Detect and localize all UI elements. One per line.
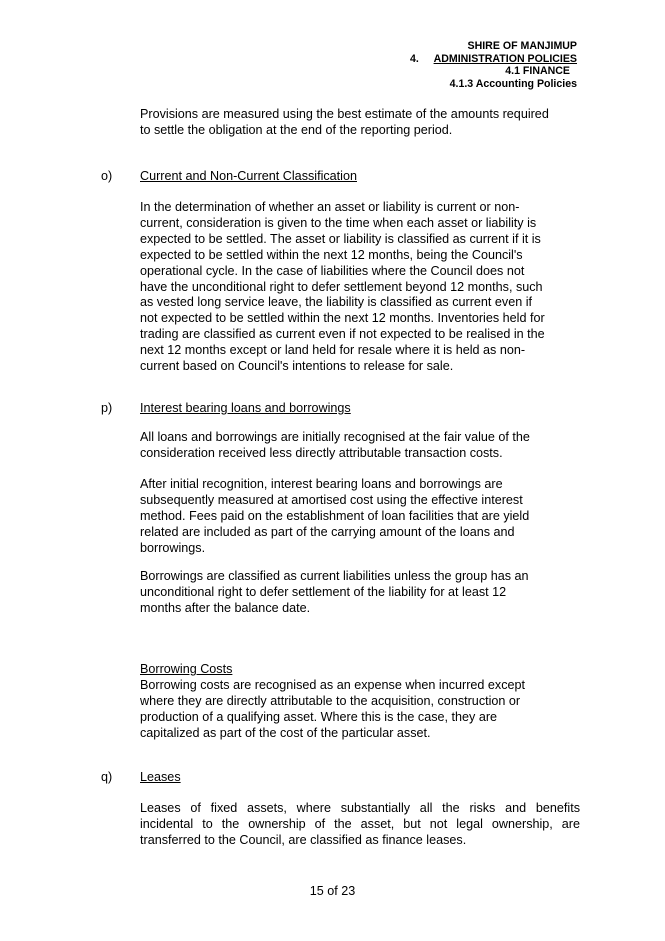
text-line: transferred to the Council, are classified as finance leases. xyxy=(140,832,467,847)
header-subsection: 4.1 FINANCE xyxy=(505,65,570,77)
text-line: incidental to the ownership of the asset, but not legal ownership, are xyxy=(140,816,580,831)
text-line: subsequently measured at amortised cost using the effective interest xyxy=(140,492,523,507)
text-line: related are included as part of the carrying amount of the loans and xyxy=(140,524,515,539)
text-line: where they are directly attributable to the acquisition, construction or xyxy=(140,693,521,708)
text-line: Borrowings are classified as current liabilities unless the group has an xyxy=(140,569,529,583)
section-p-paragraph-2 xyxy=(140,477,580,557)
intro-paragraph xyxy=(140,107,580,139)
text-line: method. Fees paid on the establishment of loan facilities that are yield xyxy=(140,508,530,523)
text-line: borrowings. xyxy=(140,540,206,555)
text-line: to settle the obligation at the end of the reporting period. xyxy=(140,122,453,137)
header-section xyxy=(410,53,577,65)
text-line: In the determination of whether an asset or liability is current or non- xyxy=(140,200,520,214)
header-subsubsection: 4.1.3 Accounting Policies xyxy=(449,78,577,90)
borrowing-costs-heading: Borrowing Costs xyxy=(140,662,233,676)
section-p-paragraph-3 xyxy=(140,569,580,617)
text-line: All loans and borrowings are initially recognised at the fair value of the xyxy=(140,430,530,444)
text-line: Provisions are measured using the best estimate of the amounts required xyxy=(140,107,549,121)
text-line: unconditional right to defer settlement of the liability for at least 12 xyxy=(140,584,507,599)
text-line: Borrowing costs are recognised as an expense when incurred except xyxy=(140,677,526,692)
text-line: next 12 months except or land held for resale where it is held as non- xyxy=(140,343,526,358)
section-q-letter: q) xyxy=(101,770,113,784)
section-q-paragraph xyxy=(140,801,580,849)
text-line: months after the balance date. xyxy=(140,600,311,615)
section-p-paragraph-1 xyxy=(140,430,580,462)
text-line: Leases of fixed assets, where substantially all the risks and benefits xyxy=(140,801,580,815)
header-section-num: 4. xyxy=(410,53,419,65)
section-p-borrowing-costs xyxy=(140,662,580,742)
text-line: expected to be settled. The asset or liability is classified as current if it is xyxy=(140,231,541,246)
text-line: have the unconditional right to defer settlement beyond 12 months, such xyxy=(140,279,543,294)
header-org: SHIRE OF MANJIMUP xyxy=(467,40,577,52)
text-line: expected to be settled within the next 12 months, being the Council's xyxy=(140,247,523,262)
text-line: current, consideration is given to the time when each asset or liability is xyxy=(140,215,537,230)
text-line: not expected to be settled within the next 12 months. Inventories held for xyxy=(140,311,545,326)
section-q-heading: Leases xyxy=(140,770,181,784)
section-o-letter: o) xyxy=(101,169,113,183)
text-line: After initial recognition, interest bearing loans and borrowings are xyxy=(140,477,503,491)
section-o-heading: Current and Non-Current Classification xyxy=(140,169,357,183)
section-p-heading: Interest bearing loans and borrowings xyxy=(140,401,351,415)
text-line: production of a qualifying asset. Where this is the case, they are xyxy=(140,709,498,724)
text-line: operational cycle. In the case of liabilities where the Council does not xyxy=(140,263,525,278)
section-p-letter: p) xyxy=(101,401,113,415)
text-line: trading are classified as current even if not expected to be realised in the xyxy=(140,327,545,342)
text-line: capitalized as part of the cost of the particular asset. xyxy=(140,725,431,740)
header-section-title: ADMINISTRATION POLICIES xyxy=(433,53,577,65)
page-number: 15 of 23 xyxy=(309,884,356,898)
text-line: as vested long service leave, the liability is classified as current even if xyxy=(140,295,532,310)
section-o-paragraph xyxy=(140,200,580,375)
text-line: current based on Council's intentions to release for sale. xyxy=(140,359,454,374)
text-line: consideration received less directly attributable transaction costs. xyxy=(140,445,503,460)
